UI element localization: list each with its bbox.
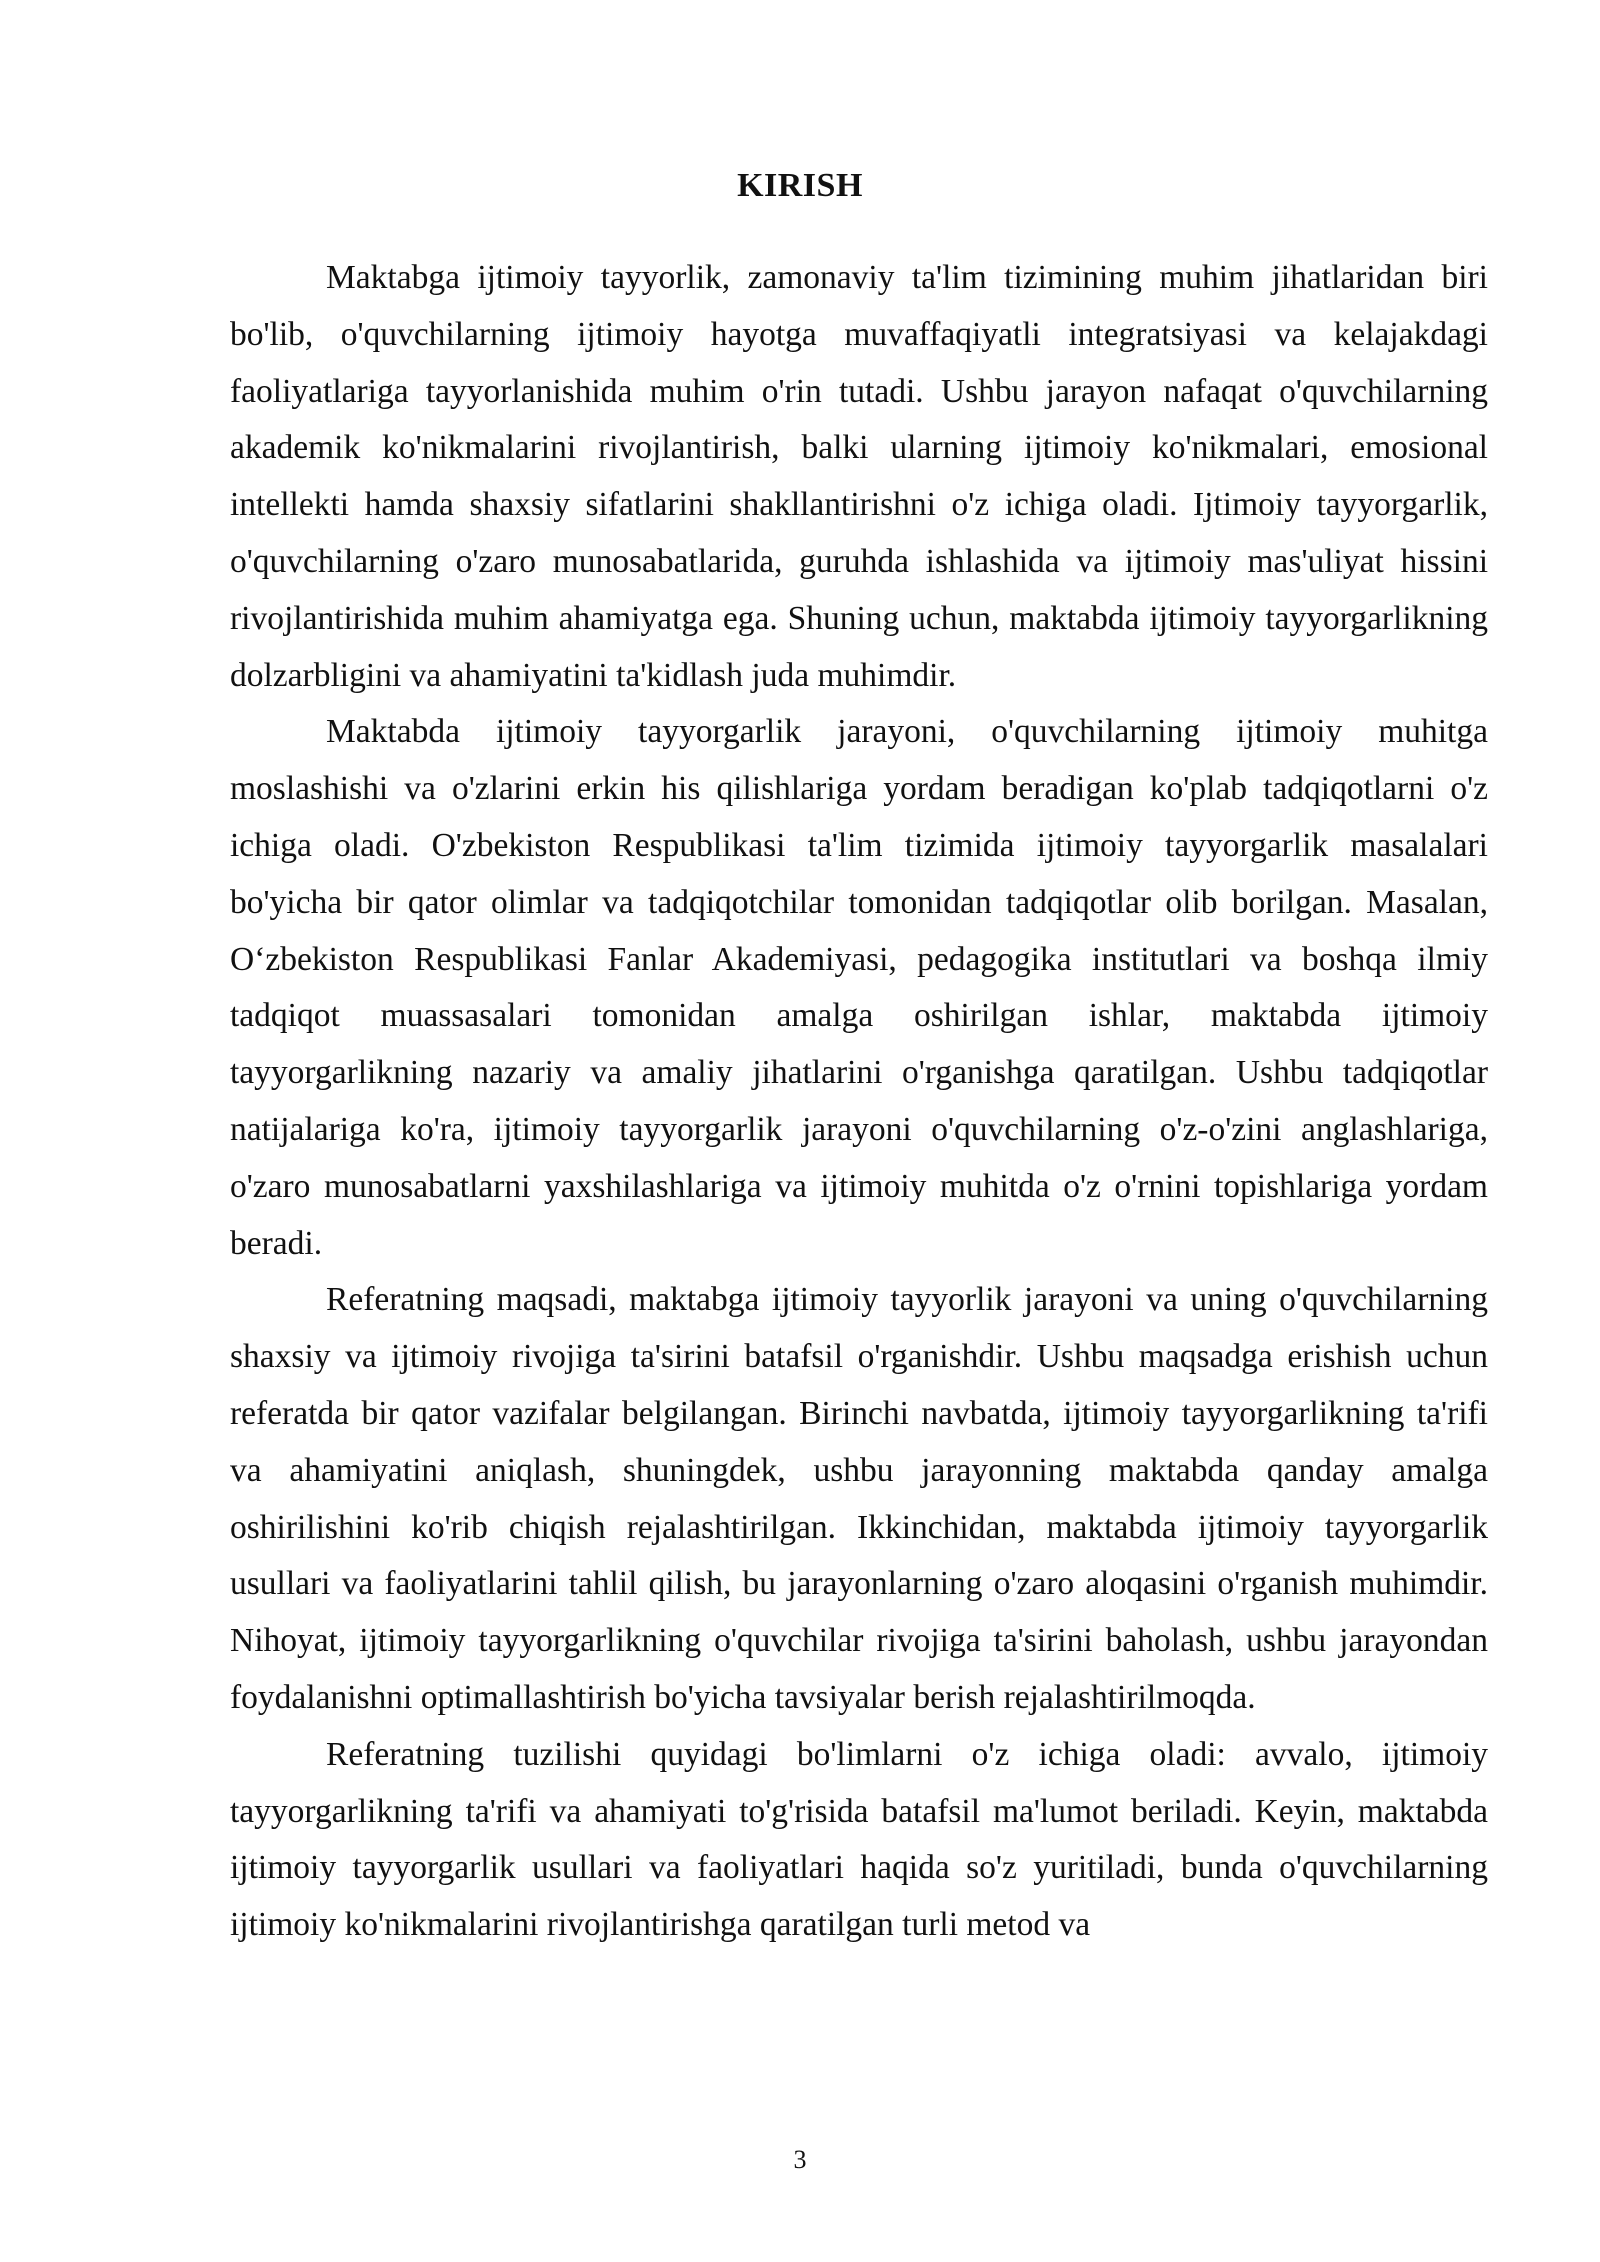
body-text: [230, 250, 1488, 1954]
paragraph-2: Maktabda ijtimoiy tayyorgarlik jarayoni, o'quvchilarning ijtimoiy muhitga moslashishi va o'zlarini erkin his qilishlariga yordam beradigan ko'plab tadqiqotlarni o'z ichiga oladi. O'zbekiston Respublikasi ta'lim tizimida ijtimoiy tayyorgarlik masalalari bo'yicha bir qator olimlar va tadqiqotchilar tomonidan tadqiqotlar olib borilgan. Masalan, O‘zbekiston Respublikasi Fanlar Akademiyasi, pedagogika institutlari va boshqa ilmiy tadqiqot muassasalari tomonidan amalga oshirilgan ishlar, maktabda ijtimoiy tayyorgarlikning nazariy va amaliy jihatlarini o'rganishga qaratilgan. Ushbu tadqiqotlar natijalariga ko'ra, ijtimoiy tayyorgarlik jarayoni o'quvchilarning o'z-o'zini anglashlariga, o'zaro munosabatlarni yaxshilashlariga va ijtimoiy muhitda o'z o'rnini topishlariga yordam beradi.: [230, 713, 1488, 1262]
page-number: 3: [793, 2145, 807, 2174]
paragraph-3: Referatning maqsadi, maktabga ijtimoiy tayyorlik jarayoni va uning o'quvchilarning shaxsiy va ijtimoiy rivojiga ta'sirini batafsil o'rganishdir. Ushbu maqsadga erishish uchun referatda bir qator vazifalar belgilangan. Birinchi navbatda, ijtimoiy tayyorgarlikning ta'rifi va ahamiyatini aniqlash, shuningdek, ushbu jarayonning maktabda qanday amalga oshirilishini ko'rib chiqish rejalashtirilgan. Ikkinchidan, maktabda ijtimoiy tayyorgarlik usullari va faoliyatlarini tahlil qilish, bu jarayonlarning o'zaro aloqasini o'rganish muhimdir. Nihoyat, ijtimoiy tayyorgarlikning o'quvchilar rivojiga ta'sirini baholash, ushbu jarayondan foydalanishni optimallashtirish bo'yicha tavsiyalar berish rejalashtirilmoqda.: [230, 1281, 1488, 1716]
paragraph-4: Referatning tuzilishi quyidagi bo'limlarni o'z ichiga oladi: avvalo, ijtimoiy tayyorgarlikning ta'rifi va ahamiyati to'g'risida batafsil ma'lumot beriladi. Keyin, maktabda ijtimoiy tayyorgarlik usullari va faoliyatlari haqida so'z yuritiladi, bunda o'quvchilarning ijtimoiy ko'nikmalarini rivojlantirishga qaratilgan turli metod va: [230, 1735, 1488, 1944]
paragraph-1: Maktabga ijtimoiy tayyorlik, zamonaviy ta'lim tizimining muhim jihatlaridan biri bo'lib, o'quvchilarning ijtimoiy hayotga muvaffaqiyatli integratsiyasi va kelajakdagi faoliyatlariga tayyorlanishida muhim o'rin tutadi. Ushbu jarayon nafaqat o'quvchilarning akademik ko'nikmalarini rivojlantirish, balki ularning ijtimoiy ko'nikmalari, emosional intellekti hamda shaxsiy sifatlarini shakllantirishni o'z ichiga oladi. Ijtimoiy tayyorgarlik, o'quvchilarning o'zaro munosabatlarida, guruhda ishlashida va ijtimoiy mas'uliyat hissini rivojlantirishida muhim ahamiyatga ega. Shuning uchun, maktabda ijtimoiy tayyorgarlikning dolzarbligini va ahamiyatini ta'kidlash juda muhimdir.: [230, 259, 1488, 694]
section-heading: KIRISH: [737, 167, 863, 204]
